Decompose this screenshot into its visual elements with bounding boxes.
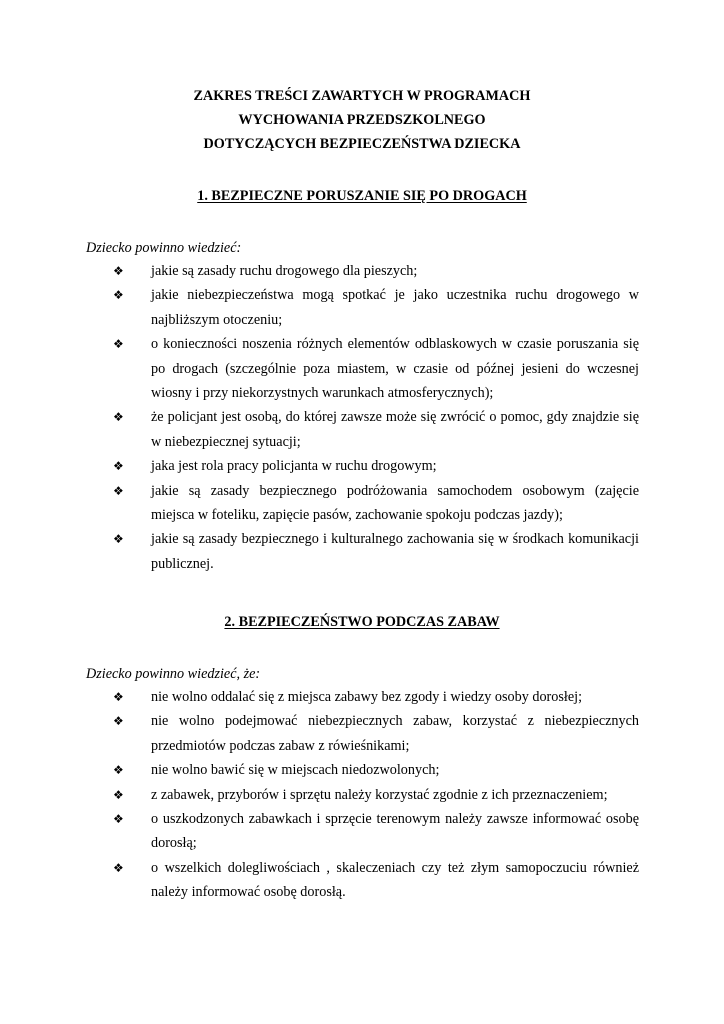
section-2-list [0,685,724,905]
list-item [0,807,639,856]
document-title [0,84,724,156]
diamond-bullet-icon: ❖ [113,264,124,278]
list-item-text: nie wolno podejmować niebezpiecznych zabaw, korzystać z niebezpiecznych przedmiotów podczas zabaw z rówieśnikami; [151,713,639,754]
list-item-text: o wszelkich dolegliwościach , skaleczeniach czy też złym samopoczuciu również należy informować osobę dorosłą. [151,859,639,901]
list-item-text: jakie są zasady ruchu drogowego dla pieszych; [151,263,418,279]
list-item [0,454,639,478]
section-2-intro: Dziecko powinno wiedzieć, że: [86,666,261,682]
list-item-text: z zabawek, przyborów i sprzętu należy korzystać zgodnie z ich przeznaczeniem; [151,786,608,803]
diamond-bullet-icon: ❖ [113,812,124,827]
diamond-bullet-icon: ❖ [113,337,124,352]
diamond-bullet-icon: ❖ [113,690,124,704]
diamond-bullet-icon: ❖ [113,714,124,729]
list-item-text: nie wolno oddalać się z miejsca zabawy bez zgody i wiedzy osoby dorosłej; [151,689,583,705]
diamond-bullet-icon: ❖ [113,860,124,875]
list-item-text: o uszkodzonych zabawkach i sprzęcie terenowym należy zawsze informować osobę dorosłą; [151,811,639,852]
list-item-text: nie wolno bawić się w miejscach niedozwolonych; [151,762,440,779]
diamond-bullet-icon: ❖ [113,459,124,474]
list-item [0,405,639,454]
diamond-bullet-icon: ❖ [113,288,124,303]
list-item-text: jakie są zasady bezpiecznego podróżowania samochodem osobowym (zajęcie miejsca w foteliku, zapięcie pasów, zachowanie spokoju podczas jazdy); [151,482,639,524]
list-item [0,783,639,807]
section-1-list [0,259,724,576]
list-item [0,856,639,905]
title-line-3: DOTYCZĄCYCH BEZPIECZEŃSTWA DZIECKA [203,136,521,152]
diamond-bullet-icon: ❖ [113,763,124,778]
list-item-text: o konieczności noszenia różnych elementów odblaskowych w czasie poruszania się po drogach (szczególnie poza miastem, w czasie od późnej jesieni do wczesnej wiosny i przy niekorzystnych warunkach atmosferycznych); [151,336,639,402]
title-line-2: WYCHOWANIA PRZEDSZKOLNEGO [238,112,486,128]
diamond-bullet-icon: ❖ [113,787,124,802]
list-item [0,685,639,709]
list-item [0,283,639,332]
title-line-1: ZAKRES TREŚCI ZAWARTYCH W PROGRAMACH [193,88,531,104]
section-1-heading: 1. BEZPIECZNE PORUSZANIE SIĘ PO DROGACH [197,188,527,204]
list-item-text: jaka jest rola pracy policjanta w ruchu drogowym; [151,458,437,475]
section-1-intro: Dziecko powinno wiedzieć: [86,240,242,256]
list-item [0,758,639,782]
diamond-bullet-icon: ❖ [113,532,124,547]
section-2-heading: 2. BEZPIECZEŃSTWO PODCZAS ZABAW [224,614,500,630]
list-item [0,479,639,528]
list-item-text: jakie niebezpieczeństwa mogą spotkać je jako uczestnika ruchu drogowego w najbliższym otoczeniu; [151,287,639,328]
list-item [0,332,639,405]
diamond-bullet-icon: ❖ [113,410,124,425]
list-item-text: że policjant jest osobą, do której zawsze może się zwrócić o pomoc, gdy znajdzie się w niebezpiecznej sytuacji; [151,409,639,450]
list-item [0,709,639,758]
list-item-text: jakie są zasady bezpiecznego i kulturalnego zachowania się w środkach komunikacji publicznej. [151,531,639,572]
diamond-bullet-icon: ❖ [113,483,124,498]
list-item [0,259,639,283]
list-item [0,527,639,576]
